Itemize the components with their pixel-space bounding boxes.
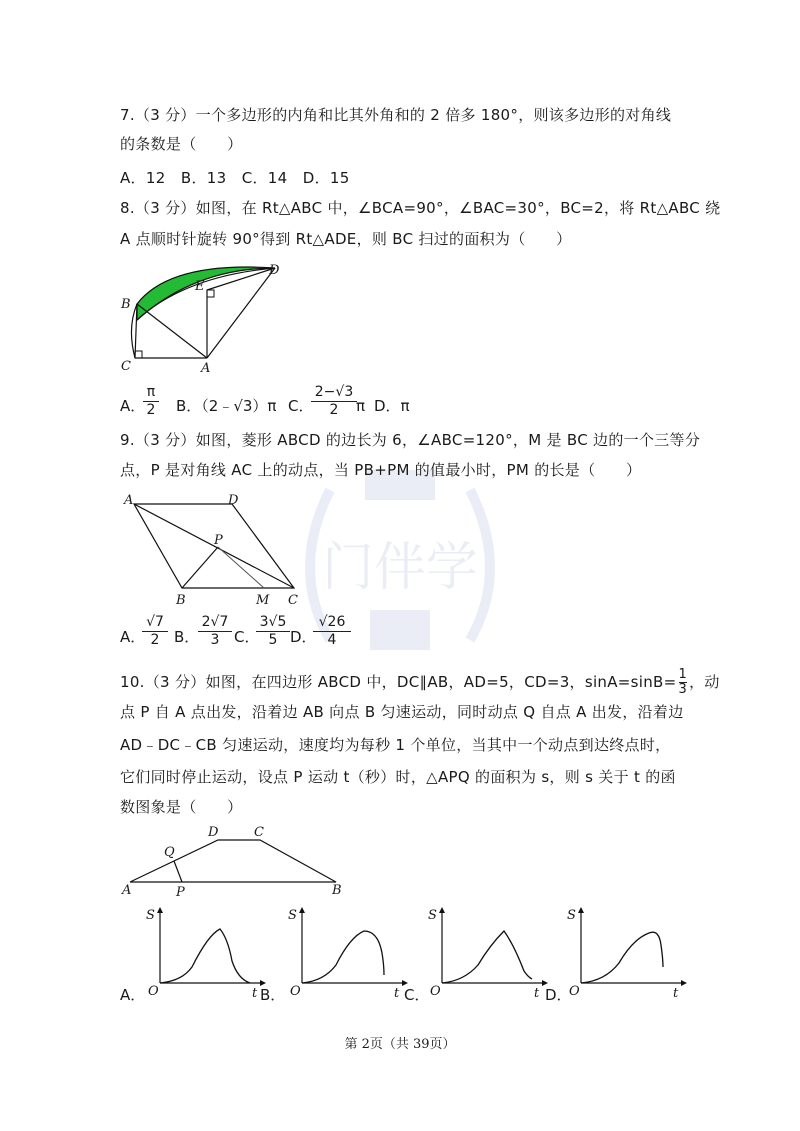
q8-option-c-fraction: $\frac{2-√3}{2}$ (311, 384, 357, 419)
q10-graph-d-curve (581, 932, 663, 983)
q10-graph-b (284, 905, 409, 1000)
q10-stem-line5: 数图象是（ ） (120, 798, 243, 816)
q8-label-a: A (201, 361, 211, 376)
q10-graph-c-t: t (534, 986, 540, 1000)
q10-graph-d-t: t (673, 986, 679, 1000)
q7-options: A．12 B．13 C．14 D．15 (120, 169, 350, 187)
q10-stem-line3: AD﹣DC﹣CB 匀速运动，速度均为每秒 1 个单位，当其中一个动点到达终点时， (120, 736, 671, 754)
q10-label-q: Q (164, 845, 175, 860)
q9-stem-line2: 点，P 是对角线 AC 上的动点，当 PB+PM 的值最小时，PM 的长是（ ） (120, 461, 642, 479)
q10-graph-d-o: O (569, 984, 580, 999)
q8-label-d: D (269, 263, 280, 278)
q9-stem-line1: 9.（3 分）如图，菱形 ABCD 的边长为 6，∠ABC=120°，M 是 BC 边的一个三等分 (120, 431, 701, 449)
q9-label-b: B (176, 593, 186, 608)
q10-option-b-label: B． (260, 986, 286, 1004)
q8-option-b: B．（2﹣√3）π (176, 397, 277, 415)
q9-option-d-prefix: D． (290, 628, 317, 646)
q10-graph-a (142, 905, 267, 1000)
q9-label-c: C (288, 593, 298, 608)
q10-label-p: P (176, 885, 185, 898)
q10-graph-d (563, 905, 688, 1000)
q10-label-b: B (332, 883, 342, 898)
q10-label-c: C (254, 825, 264, 840)
q9-option-c-fraction: $\frac{3√5}{5}$ (256, 614, 290, 649)
q8-option-a-fraction: $\frac{\pi}{2}$ (143, 384, 159, 419)
q10-graph-a-t: t (252, 986, 258, 1000)
page-footer: 第 2页（共 39页） (344, 1037, 456, 1052)
q10-graph-b-curve (302, 931, 384, 983)
q10-graph-b-o: O (290, 984, 301, 999)
q8-label-e: E (195, 279, 205, 294)
q10-graph-c-s: S (428, 908, 437, 923)
q8-stem-line2: A 点顺时针旋转 90°得到 Rt△ADE，则 BC 扫过的面积为（ ） (120, 230, 572, 248)
q10-stem-line4: 它们同时停止运动，设点 P 运动 t（秒）时，△APQ 的面积为 s，则 s 关于 t 的函 (120, 768, 676, 786)
q10-stem-line2: 点 P 自 A 点出发，沿着边 AB 向点 B 匀速运动，同时动点 Q 自点 A 出发，沿着边 (120, 703, 684, 721)
q10-option-a-label: A． (120, 986, 146, 1004)
q10-graph-a-o: O (148, 984, 159, 999)
q8-option-c-suffix: π (356, 397, 366, 415)
q9-label-a: A (124, 493, 134, 508)
q9-label-p: P (214, 533, 223, 548)
q9-option-d-fraction: $\frac{√26}{4}$ (313, 614, 351, 649)
q9-label-d: D (228, 493, 239, 508)
q10-stem-line1: 10.（3 分）如图，在四边形 ABCD 中，DC∥AB，AD=5，CD=3，sinA=sinB= $\frac{1}{3}$ ，动 (120, 667, 720, 697)
q9-option-b-fraction: $\frac{2√7}{3}$ (198, 614, 232, 649)
q8-figure (115, 258, 290, 376)
svg-text:门伴学: 门伴学 (321, 538, 479, 598)
q9-figure (120, 488, 310, 610)
q8-option-d: D．π (374, 397, 410, 415)
q10-label-d: D (208, 825, 219, 840)
q9-option-c-prefix: C． (234, 628, 260, 646)
q9-option-a-fraction: $\frac{√7}{2}$ (142, 614, 168, 649)
q10-graph-b-s: S (288, 908, 297, 923)
q9-option-b-prefix: B． (174, 628, 200, 646)
q10-graph-a-curve (160, 929, 250, 983)
q9-option-a-prefix: A． (120, 628, 146, 646)
q10-graph-c-curve (442, 931, 532, 983)
q10-label-a: A (122, 883, 132, 898)
q8-label-c: C (121, 359, 131, 374)
q7-stem-line2: 的条数是（ ） (120, 135, 243, 153)
q7-stem-line1: 7.（3 分）一个多边形的内角和比其外角和的 2 倍多 180°，则该多边形的对角线 (120, 106, 672, 124)
q10-figure (118, 820, 348, 898)
q10-graph-d-s: S (567, 908, 576, 923)
q8-option-c-prefix: C． (288, 397, 314, 415)
q10-option-c-label: C． (404, 986, 430, 1004)
q8-option-a-prefix: A． (120, 397, 146, 415)
q8-label-b: B (121, 297, 131, 312)
q8-stem-line1: 8.（3 分）如图，在 Rt△ABC 中，∠BCA=90°，∠BAC=30°，BC=2，将 Rt△ABC 绕 (120, 199, 721, 217)
q10-graph-c-o: O (430, 984, 441, 999)
q9-label-m: M (256, 593, 270, 608)
q10-graph-c (424, 905, 549, 1000)
q10-option-d-label: D． (545, 986, 572, 1004)
q10-graph-b-t: t (394, 986, 400, 1000)
q10-graph-a-s: S (146, 908, 155, 923)
